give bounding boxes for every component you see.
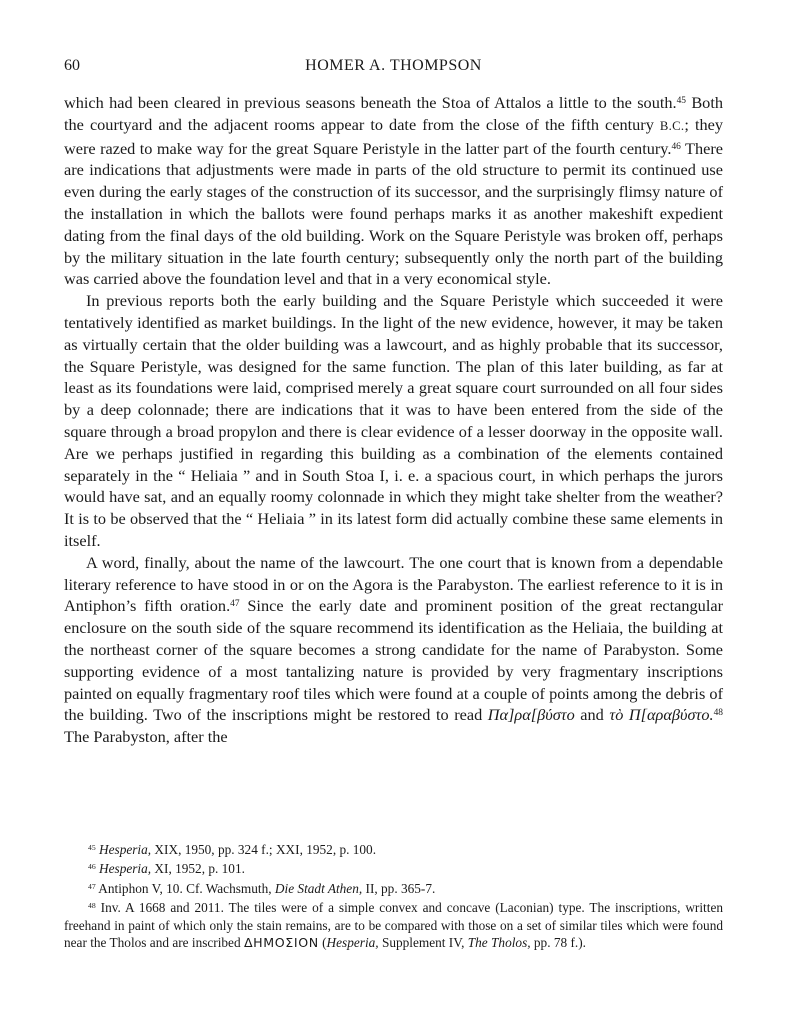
footnote-ref-45: 45 bbox=[676, 95, 687, 106]
paragraph-1 bbox=[64, 92, 723, 290]
footnote-book-title: Die Stadt Athen, bbox=[274, 880, 363, 896]
footnote-journal: Hesperia, bbox=[99, 842, 152, 857]
footnote-text: pp. 78 f.). bbox=[530, 935, 586, 951]
footnote-text: XIX, 1950, pp. 324 f.; XXI, 1952, p. 100. bbox=[151, 842, 377, 857]
footnote-text: II, pp. 365-7. bbox=[362, 880, 436, 896]
paragraph-1-part-4: There are indications that adjustments were made in parts of the old structure to permit its continued use even during the early stages of the construction of its successor, and the surprisingly flimsy nature of the installation in which the ballots were found perhaps marks it as another makeshift expedient dating from the final days of the old building. Work on the Square Peristyle was broken off, perhaps by the military situation in the late fourth century; subsequently only the north part of the building was carried above the foundation level and that in a very economical style. bbox=[64, 138, 723, 289]
footnote-45 bbox=[64, 841, 723, 858]
footnote-number: 48 bbox=[88, 900, 96, 910]
footnote-ref-48: 48 bbox=[713, 708, 723, 719]
footnote-journal: Hesperia, bbox=[99, 861, 152, 877]
era-abbreviation: B.C. bbox=[659, 118, 685, 133]
footnote-ref-46: 46 bbox=[671, 141, 681, 152]
footnote-number: 46 bbox=[88, 862, 96, 872]
greek-inscription-2: τὸ Π[αραβύστο. bbox=[609, 705, 714, 725]
paragraph-1-part-1: which had been cleared in previous seasons beneath the Stoa of Attalos a little to the south. bbox=[64, 93, 677, 112]
paragraph-1-part-3: ; they were razed to make way for the great Square Peristyle in the latter part of the fourth century. bbox=[64, 114, 723, 158]
paragraph-3-part-2: Since the early date and prominent position of the great rectangular enclosure on the south side of the square recommend its identification as the Heliaia, the building at the northeast corner of the square becomes a strong candidate for the name of Parabyston. Some supporting evidence of a most tantalizing nature is provided by very fragmentary inscriptions painted on equally fragmentary roof tiles which were found at a couple of points among the debris of the building. Two of the inscriptions might be restored to read bbox=[64, 596, 723, 725]
greek-inscription-1: Πα]ρα[βύστο bbox=[487, 705, 575, 725]
footnote-47 bbox=[64, 880, 723, 897]
footnote-journal: Hesperia, bbox=[326, 935, 379, 951]
footnote-text: XI, 1952, p. 101. bbox=[151, 861, 245, 877]
conjunction-and: and bbox=[574, 705, 610, 725]
footnote-text: Supplement IV, bbox=[378, 935, 468, 951]
page-number: 60 bbox=[64, 57, 80, 74]
paragraph-2: In previous reports both the early building and the Square Peristyle which succeeded it were tentatively identified as market buildings. In the light of the new evidence, however, it may be taken as virtually certain that the older building was a lawcourt, and as highly probable that its successor, the Square Peristyle, was designed for the same function. The plan of this later building, as far at least as its foundations were laid, comprised merely a great square court surrounded on all four sides by a deep colonnade; there are indications that it was to have been entered from the side of the square through a broad propylon and there is clear evidence of a lesser doorway in the opposite wall. Are we perhaps justified in regarding this building as a combination of the elements contained separately in the “ Heliaia ” and in South Stoa I, i. e. a spacious court, in which perhaps the jurors would have sat, and an equally roomy colonnade in which they might take shelter from the weather? It is to be observed that the “ Heliaia ” in its latest form did actually combine these same elements in itself. bbox=[64, 291, 723, 550]
running-head: HOMER A. THOMPSON bbox=[305, 57, 482, 74]
footnote-number: 45 bbox=[88, 842, 96, 852]
page-header bbox=[64, 57, 723, 81]
footnote-46 bbox=[64, 860, 723, 877]
footnote-number: 47 bbox=[88, 881, 96, 891]
paragraph-1-part-2: Both the courtyard and the adjacent rooms appear to date from the close of the fifth century bbox=[64, 93, 723, 134]
paragraph-3 bbox=[64, 552, 723, 748]
footnotes bbox=[64, 841, 723, 951]
footnote-text: ( bbox=[318, 935, 327, 951]
paragraph-3-part-3: The Parabyston, after the bbox=[64, 727, 228, 747]
footnote-book-title: The Tholos, bbox=[467, 935, 531, 951]
footnote-text: Inv. A 1668 and 2011. The tiles were of a simple convex and concave (Laconian) type. The inscriptions, written freehand in paint of which only the stain remains, are to be compared with those on a set of similar tiles which were found near the Tholos and are inscribed bbox=[64, 900, 723, 951]
paragraph-3-part-1: A word, finally, about the name of the lawcourt. The one court that is known from a dependable literary reference to have stood in or on the Agora is the Parabyston. The earliest reference to it is in Antiphon’s fifth oration. bbox=[64, 552, 723, 616]
footnote-ref-47: 47 bbox=[230, 599, 240, 610]
footnote-48 bbox=[64, 899, 723, 951]
greek-inscription-demosion: ΔΗΜΟΣΙΟΝ bbox=[243, 935, 319, 951]
footnote-text: Antiphon V, 10. Cf. Wachsmuth, bbox=[95, 880, 275, 896]
body-text bbox=[64, 92, 723, 748]
